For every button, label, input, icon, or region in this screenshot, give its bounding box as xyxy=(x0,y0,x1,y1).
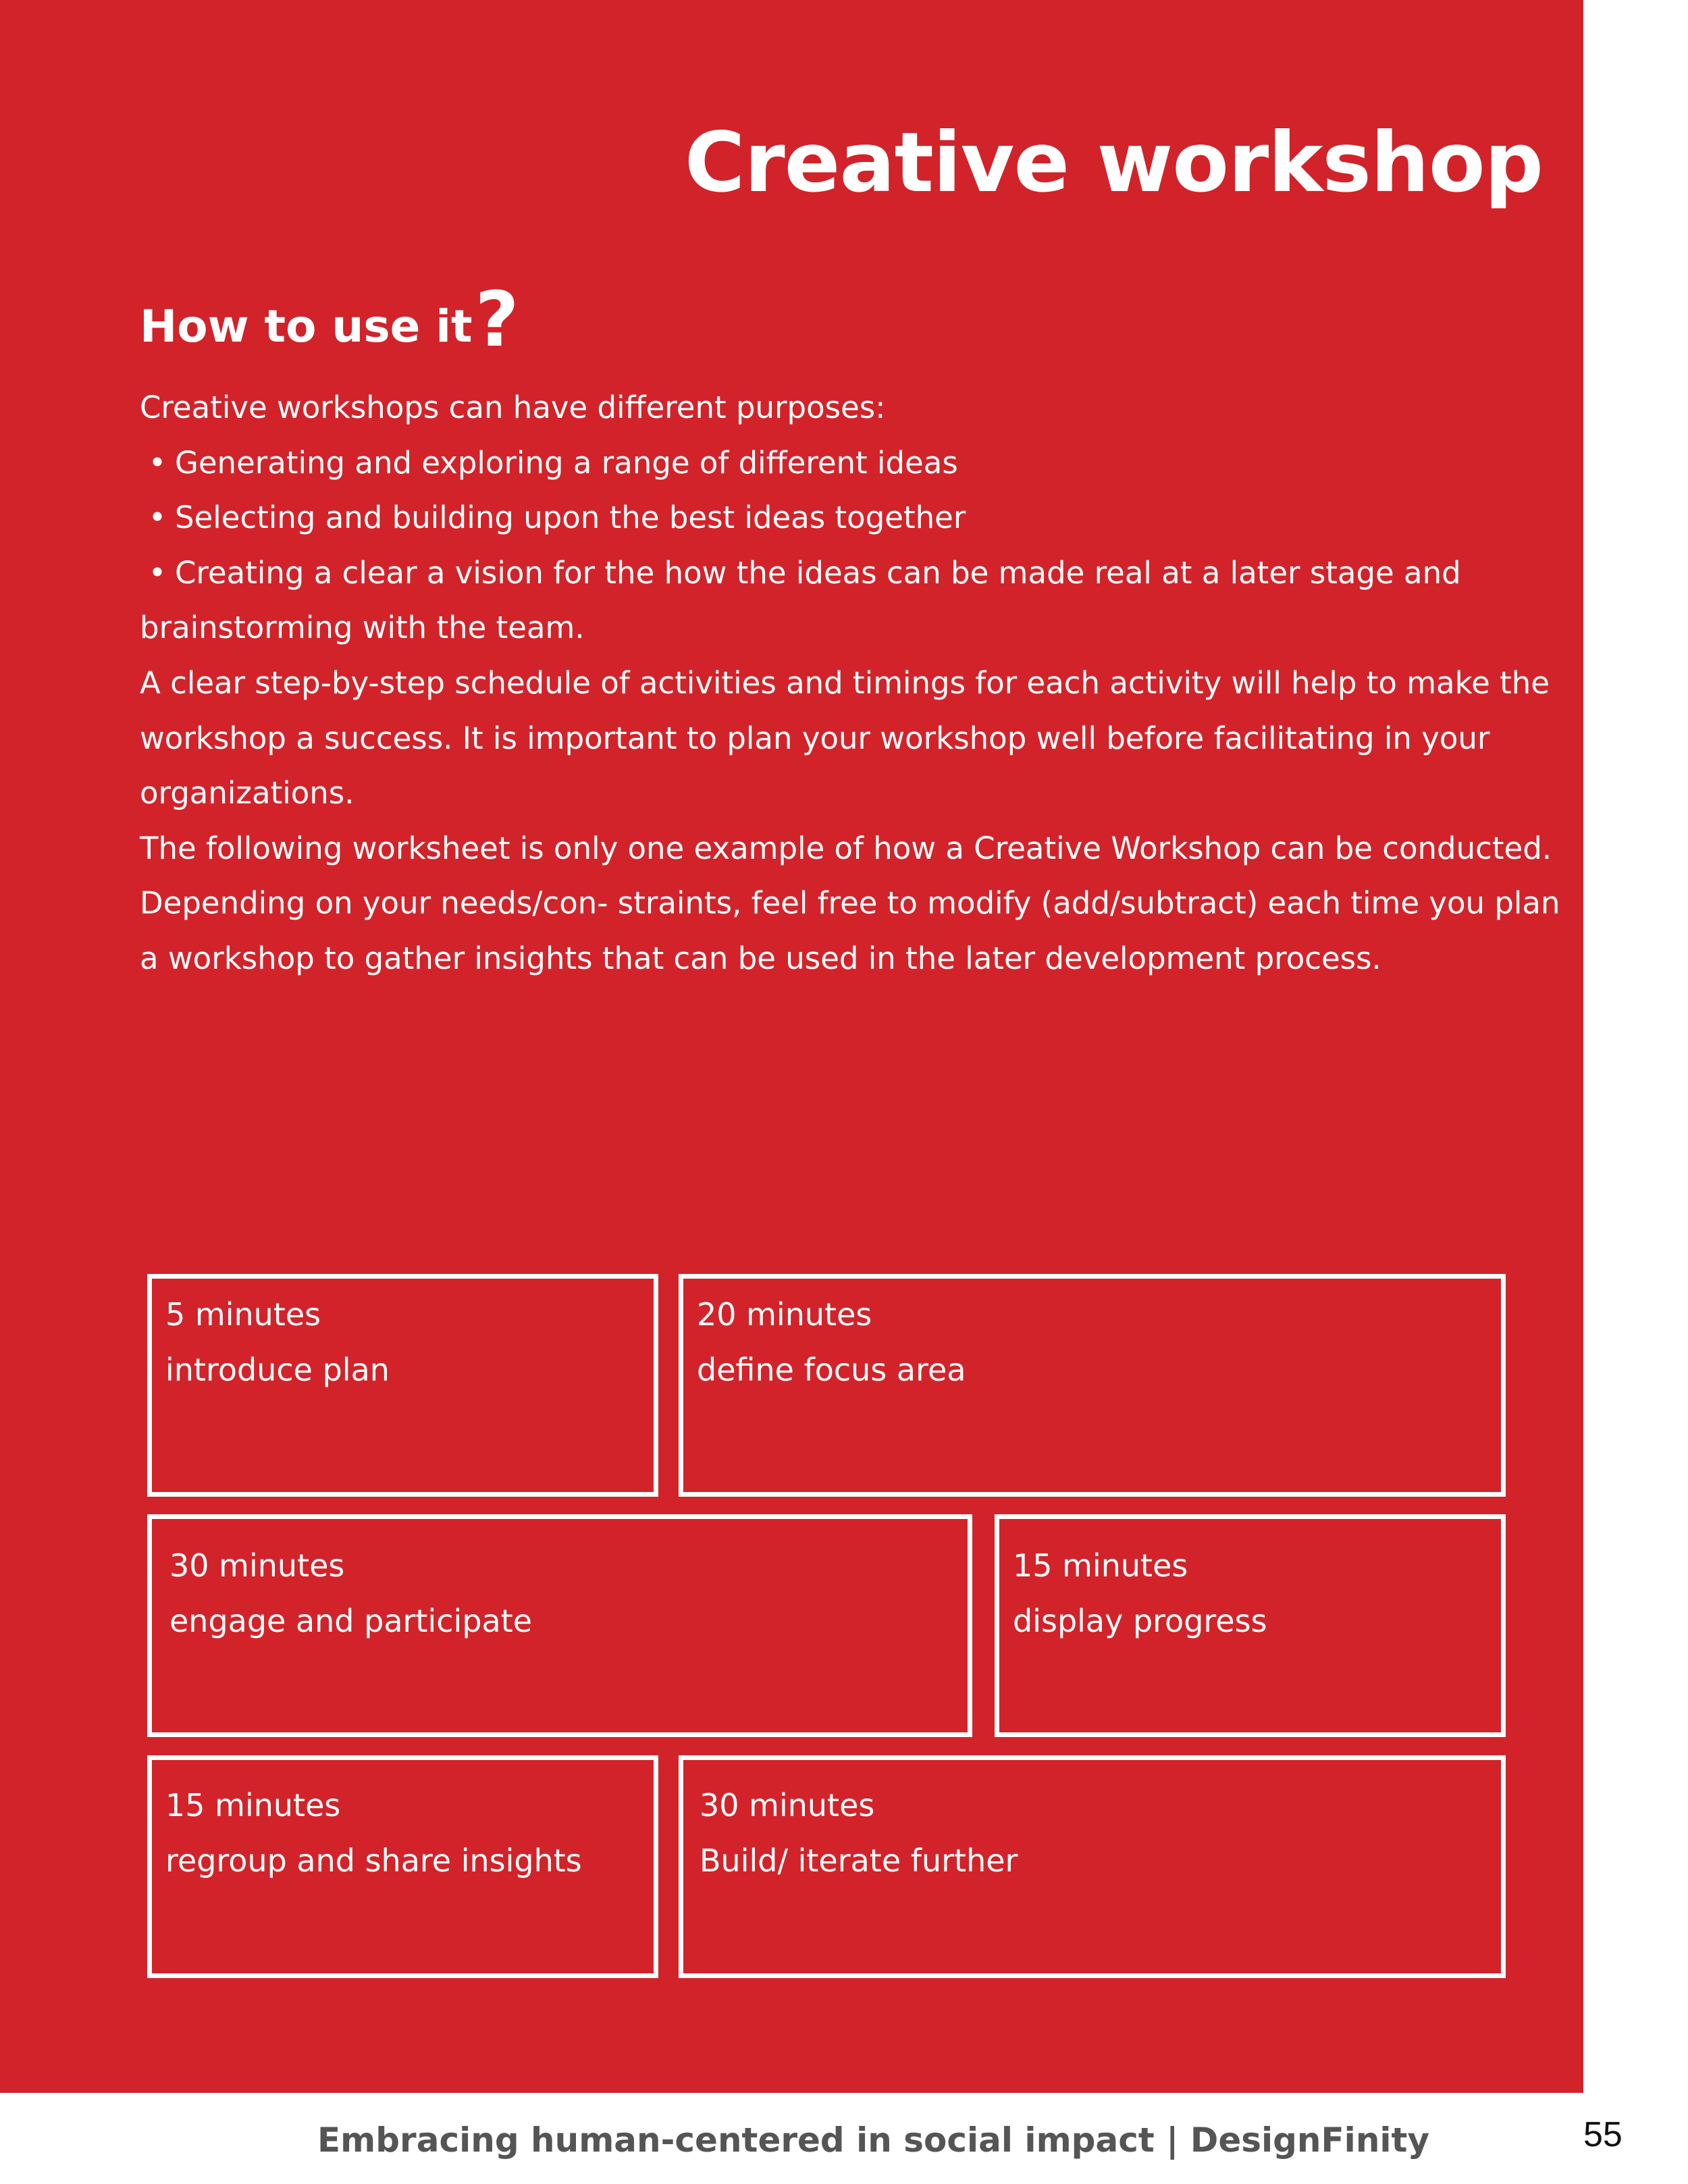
schedule-activity: introduce plan xyxy=(165,1352,390,1388)
schedule-activity: define focus area xyxy=(697,1352,966,1388)
page-number: 55 xyxy=(1583,2115,1623,2154)
schedule-time: 30 minutes xyxy=(169,1547,345,1584)
bullet-text: Selecting and building upon the best ideas together xyxy=(175,500,966,536)
bullet-icon: • xyxy=(148,554,167,591)
bullet-item xyxy=(140,435,1564,491)
schedule-time: 15 minutes xyxy=(165,1787,341,1823)
schedule-box xyxy=(995,1514,1506,1737)
bullet-item xyxy=(140,545,1564,656)
schedule-activity: Build/ iterate further xyxy=(700,1842,1018,1879)
bullet-text: Generating and exploring a range of different ideas xyxy=(175,444,958,481)
body-text xyxy=(140,380,1564,986)
section-heading xyxy=(140,276,519,364)
schedule-box xyxy=(147,1755,658,1978)
schedule-box xyxy=(679,1274,1506,1497)
schedule-time: 5 minutes xyxy=(165,1296,321,1333)
bullet-text: Creating a clear a vision for the how the ideas can be made real at a later stage and brainstorming with the team. xyxy=(140,554,1461,646)
schedule-box xyxy=(147,1514,972,1737)
bullet-item xyxy=(140,490,1564,545)
schedule-activity: display progress xyxy=(1013,1603,1267,1639)
page-title: Creative workshop xyxy=(684,115,1543,211)
schedule-box xyxy=(679,1755,1506,1978)
footer-text: Embracing human-centered in social impact | DesignFinity xyxy=(317,2121,1430,2160)
schedule-paragraph: A clear step-by-step schedule of activities and timings for each activity will help to make the workshop a success. It is important to plan your workshop well before facilitating in your organizations. xyxy=(140,664,1550,811)
schedule-activity: regroup and share insights xyxy=(165,1842,582,1879)
bullet-icon: • xyxy=(148,500,167,536)
schedule-activity: engage and participate xyxy=(169,1603,533,1639)
schedule-box xyxy=(147,1274,658,1497)
bullet-icon: • xyxy=(148,444,167,481)
question-mark-glyph: ? xyxy=(475,276,519,364)
intro-paragraph: Creative workshops can have different purposes: xyxy=(140,390,886,425)
worksheet-paragraph: The following worksheet is only one example of how a Creative Workshop can be conducted. Depending on your needs/con- straints, feel free to modify (add/subtract) each time you plan a workshop to gather insights that can be used in the later development process. xyxy=(140,830,1560,976)
schedule-time: 30 minutes xyxy=(700,1787,875,1823)
schedule-time: 20 minutes xyxy=(697,1296,872,1333)
schedule-time: 15 minutes xyxy=(1013,1547,1188,1584)
section-heading-text: How to use it xyxy=(140,300,473,352)
